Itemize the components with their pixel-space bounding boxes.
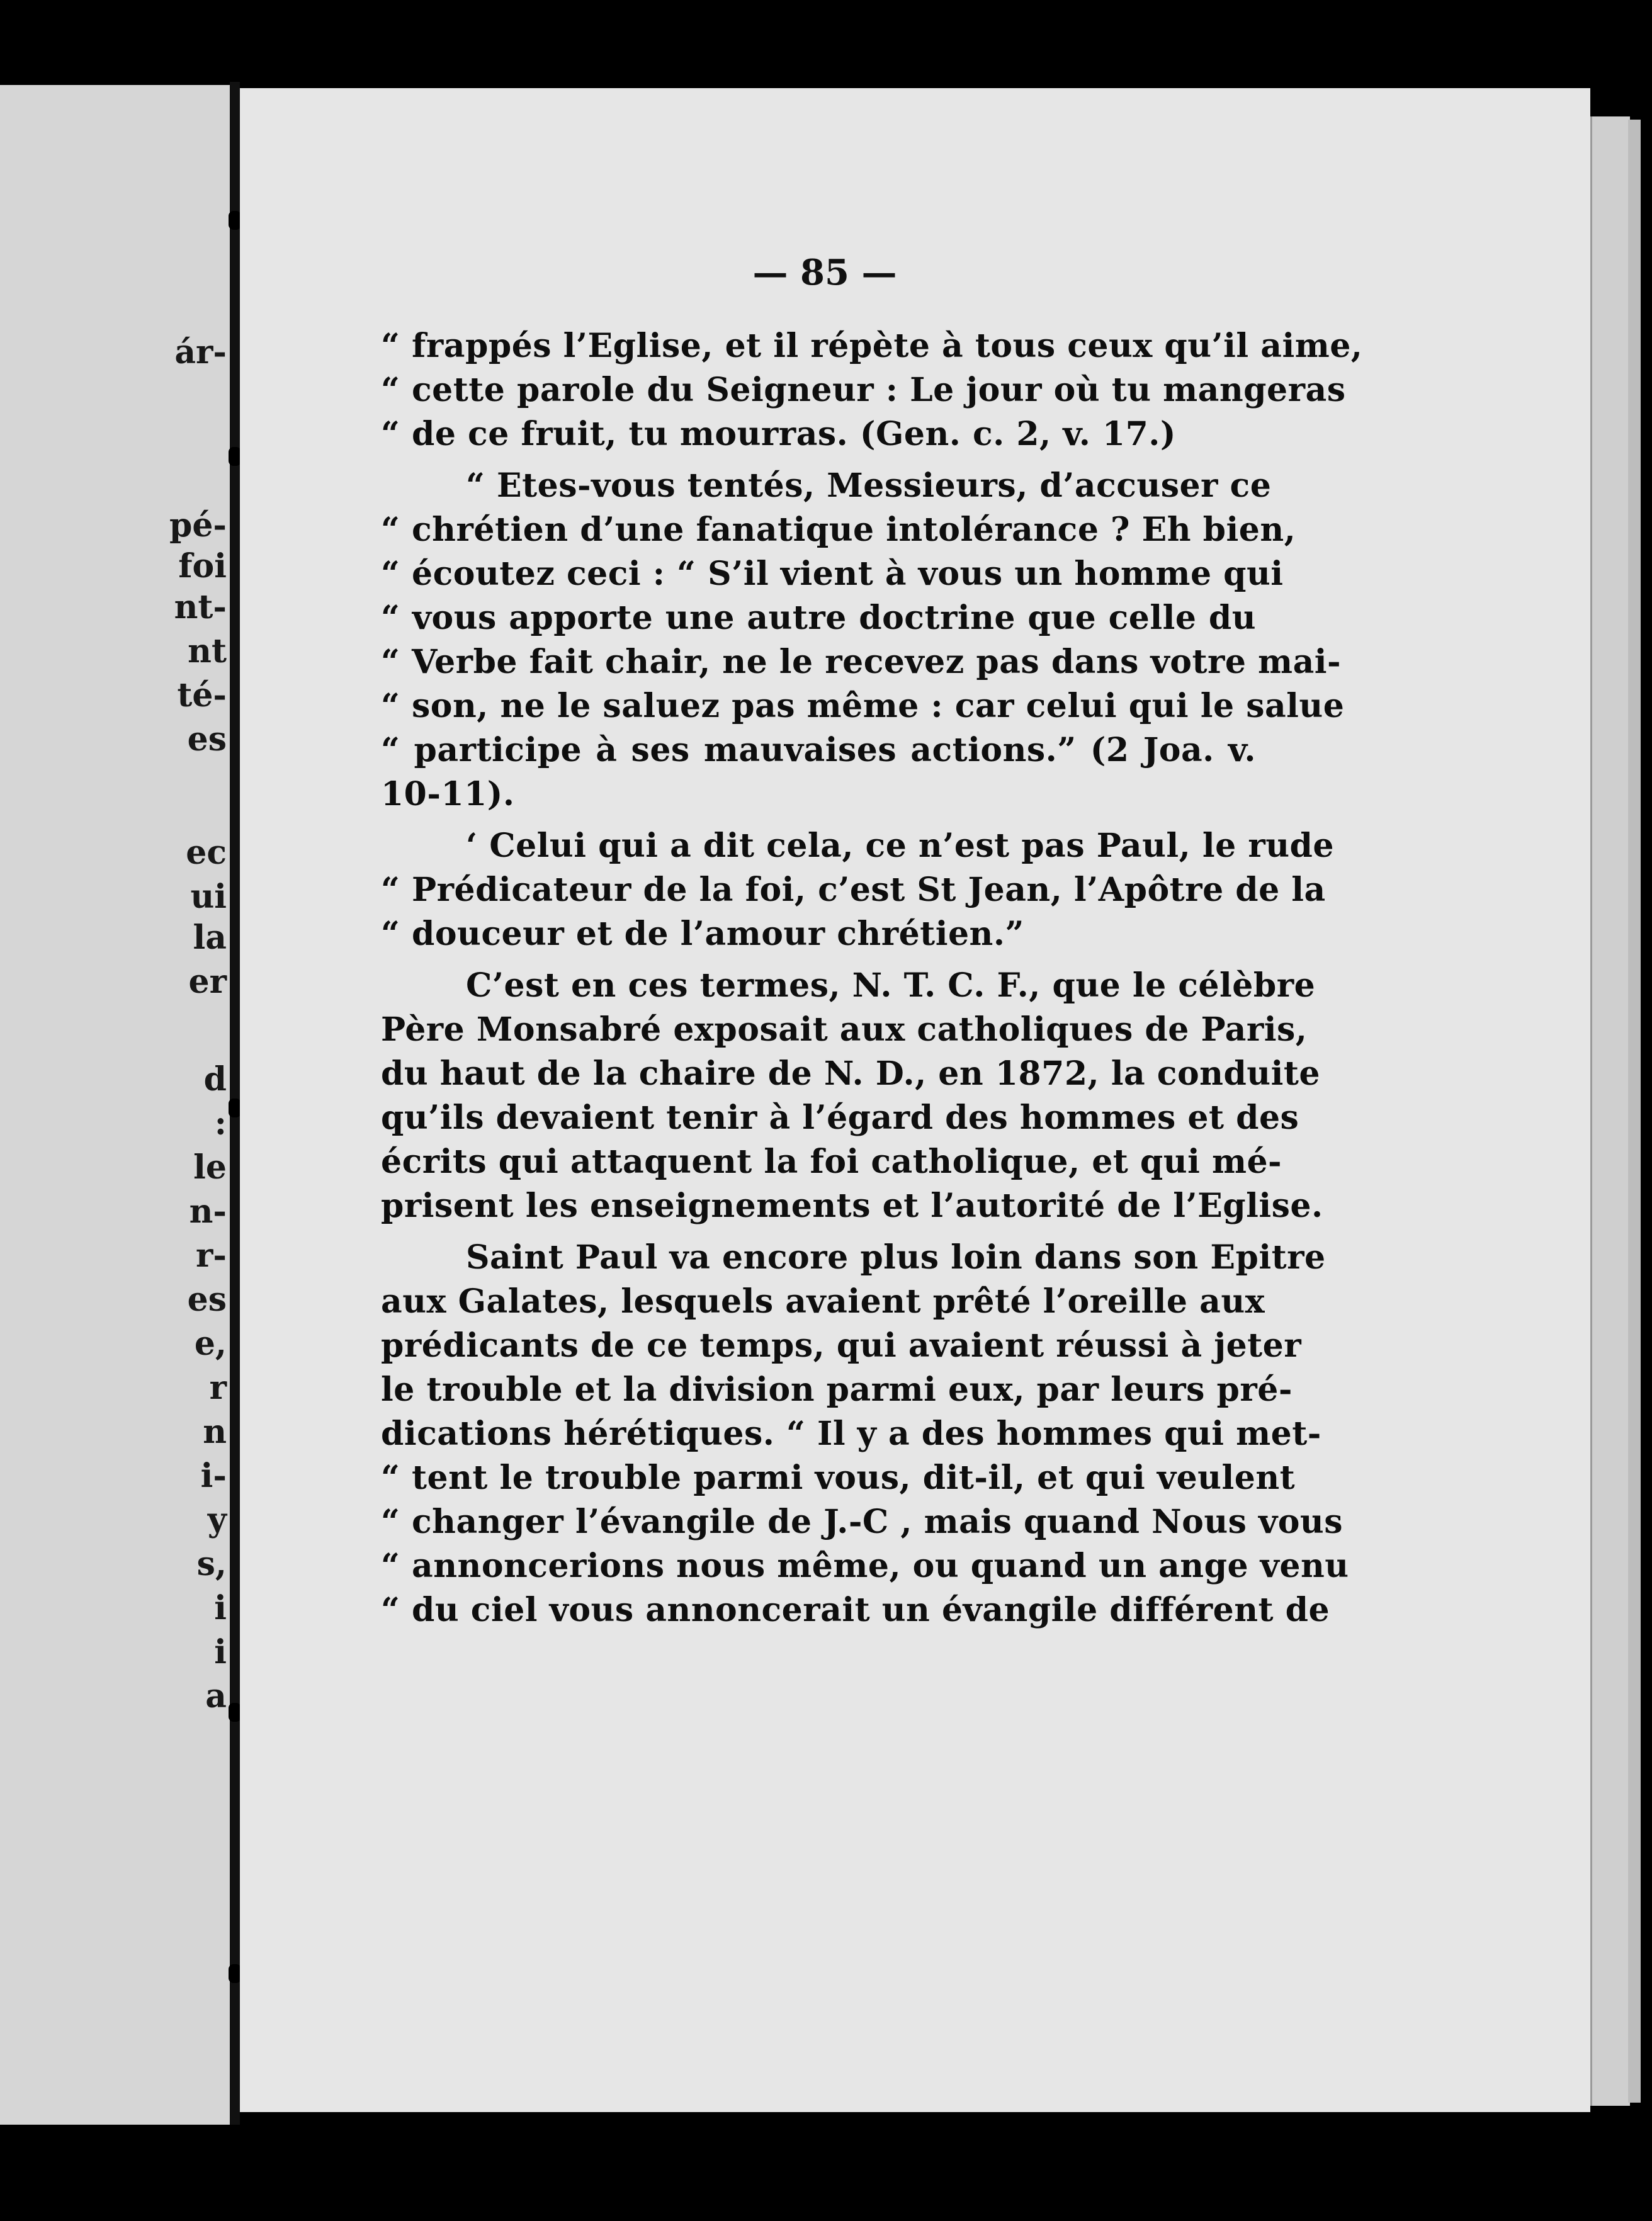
left-page-fragment: i xyxy=(214,1589,227,1627)
left-page-fragment: r xyxy=(209,1369,227,1407)
page-edge xyxy=(1590,116,1630,2106)
text-line: Saint Paul va encore plus loin dans son Epitre xyxy=(466,1238,1326,1277)
left-page-fragment: té- xyxy=(177,676,227,715)
left-page-fragment: pé- xyxy=(169,506,227,545)
left-page-fragment: le xyxy=(193,1148,227,1187)
left-page-fragment: er xyxy=(188,963,227,1001)
text-line: “ du ciel vous annoncerait un évangile différent de xyxy=(381,1591,1330,1629)
binding-mark xyxy=(229,1099,241,1117)
left-page-fragment: i- xyxy=(200,1457,227,1495)
text-line: “ Verbe fait chair, ne le recevez pas dans votre mai- xyxy=(381,643,1342,681)
left-page xyxy=(0,85,230,2125)
text-line: dications hérétiques. “ Il y a des hommes qui met- xyxy=(381,1415,1321,1453)
text-line: “ de ce fruit, tu mourras. (Gen. c. 2, v. 17.) xyxy=(381,415,1177,453)
text-line: prédicants de ce temps, qui avaient réussi à jeter xyxy=(381,1326,1302,1365)
text-line: “ Etes-vous tentés, Messieurs, d’accuser ce xyxy=(466,466,1272,505)
left-page-fragment: foi xyxy=(178,547,227,585)
text-line: “ changer l’évangile de J.-C , mais quand Nous vous xyxy=(381,1503,1343,1541)
text-line: “ écoutez ceci : “ S’il vient à vous un homme qui xyxy=(381,555,1284,593)
page-number: — 85 — xyxy=(752,252,897,293)
left-page-fragment: d xyxy=(203,1060,227,1099)
text-line: aux Galates, lesquels avaient prêté l’oreille aux xyxy=(381,1282,1265,1321)
left-page-fragment: r- xyxy=(196,1236,227,1275)
page-text xyxy=(381,324,1363,1632)
text-line: “ annoncerions nous même, ou quand un ange venu xyxy=(381,1547,1349,1585)
binding-mark xyxy=(229,447,241,466)
left-page-fragment: nt- xyxy=(174,588,227,626)
text-line: “ chrétien d’une fanatique intolérance ? Eh bien, xyxy=(381,511,1296,549)
left-page-fragment: s, xyxy=(196,1545,227,1583)
text-line: “ vous apporte une autre doctrine que celle du xyxy=(381,599,1256,637)
left-page-fragment: ár- xyxy=(174,333,227,371)
left-page-fragment: a xyxy=(205,1677,227,1715)
text-line: prisent les enseignements et l’autorité de l’Eglise. xyxy=(381,1187,1323,1225)
text-line: “ Prédicateur de la foi, c’est St Jean, l’Apôtre de la xyxy=(381,871,1326,909)
text-line: 10-11). xyxy=(381,775,515,813)
left-page-fragment: n xyxy=(203,1413,227,1451)
text-line: écrits qui attaquent la foi catholique, et qui mé- xyxy=(381,1143,1282,1181)
binding-mark xyxy=(229,1964,241,1983)
left-page-fragment: es xyxy=(187,720,227,759)
text-line: C’est en ces termes, N. T. C. F., que le célèbre xyxy=(466,966,1316,1005)
text-line: “ son, ne le saluez pas même : car celui qui le salue xyxy=(381,687,1345,725)
text-line: “ douceur et de l’amour chrétien.” xyxy=(381,915,1024,953)
left-page-fragment: nt xyxy=(188,632,227,670)
text-line: Père Monsabré exposait aux catholiques de Paris, xyxy=(381,1010,1308,1049)
text-line: “ participe à ses mauvaises actions.” (2 Joa. v. xyxy=(381,731,1256,769)
text-line: “ tent le trouble parmi vous, dit-il, et qui veulent xyxy=(381,1459,1296,1497)
text-line: ‘ Celui qui a dit cela, ce n’est pas Paul, le rude xyxy=(466,827,1334,865)
left-page-fragment: : xyxy=(214,1104,227,1143)
left-page-fragment: y xyxy=(207,1501,227,1539)
left-page-fragment: es xyxy=(187,1280,227,1319)
left-page-fragment: e, xyxy=(194,1325,227,1363)
left-page-fragment: ec xyxy=(186,834,227,872)
binding-mark xyxy=(229,211,241,230)
page-edge xyxy=(1628,120,1641,2103)
text-line: du haut de la chaire de N. D., en 1872, la conduite xyxy=(381,1054,1320,1093)
left-page-fragment: n- xyxy=(189,1192,227,1231)
left-page-fragment: ui xyxy=(190,878,227,916)
binding-mark xyxy=(229,1703,241,1722)
text-line: “ frappés l’Eglise, et il répète à tous ceux qu’il aime, xyxy=(381,327,1363,365)
text-line: “ cette parole du Seigneur : Le jour où tu mangeras xyxy=(381,371,1346,409)
left-page-fragment: i xyxy=(214,1633,227,1671)
text-line: le trouble et la division parmi eux, par leurs pré- xyxy=(381,1370,1293,1409)
text-line: qu’ils devaient tenir à l’égard des hommes et des xyxy=(381,1099,1299,1137)
left-page-fragment: la xyxy=(193,918,227,957)
